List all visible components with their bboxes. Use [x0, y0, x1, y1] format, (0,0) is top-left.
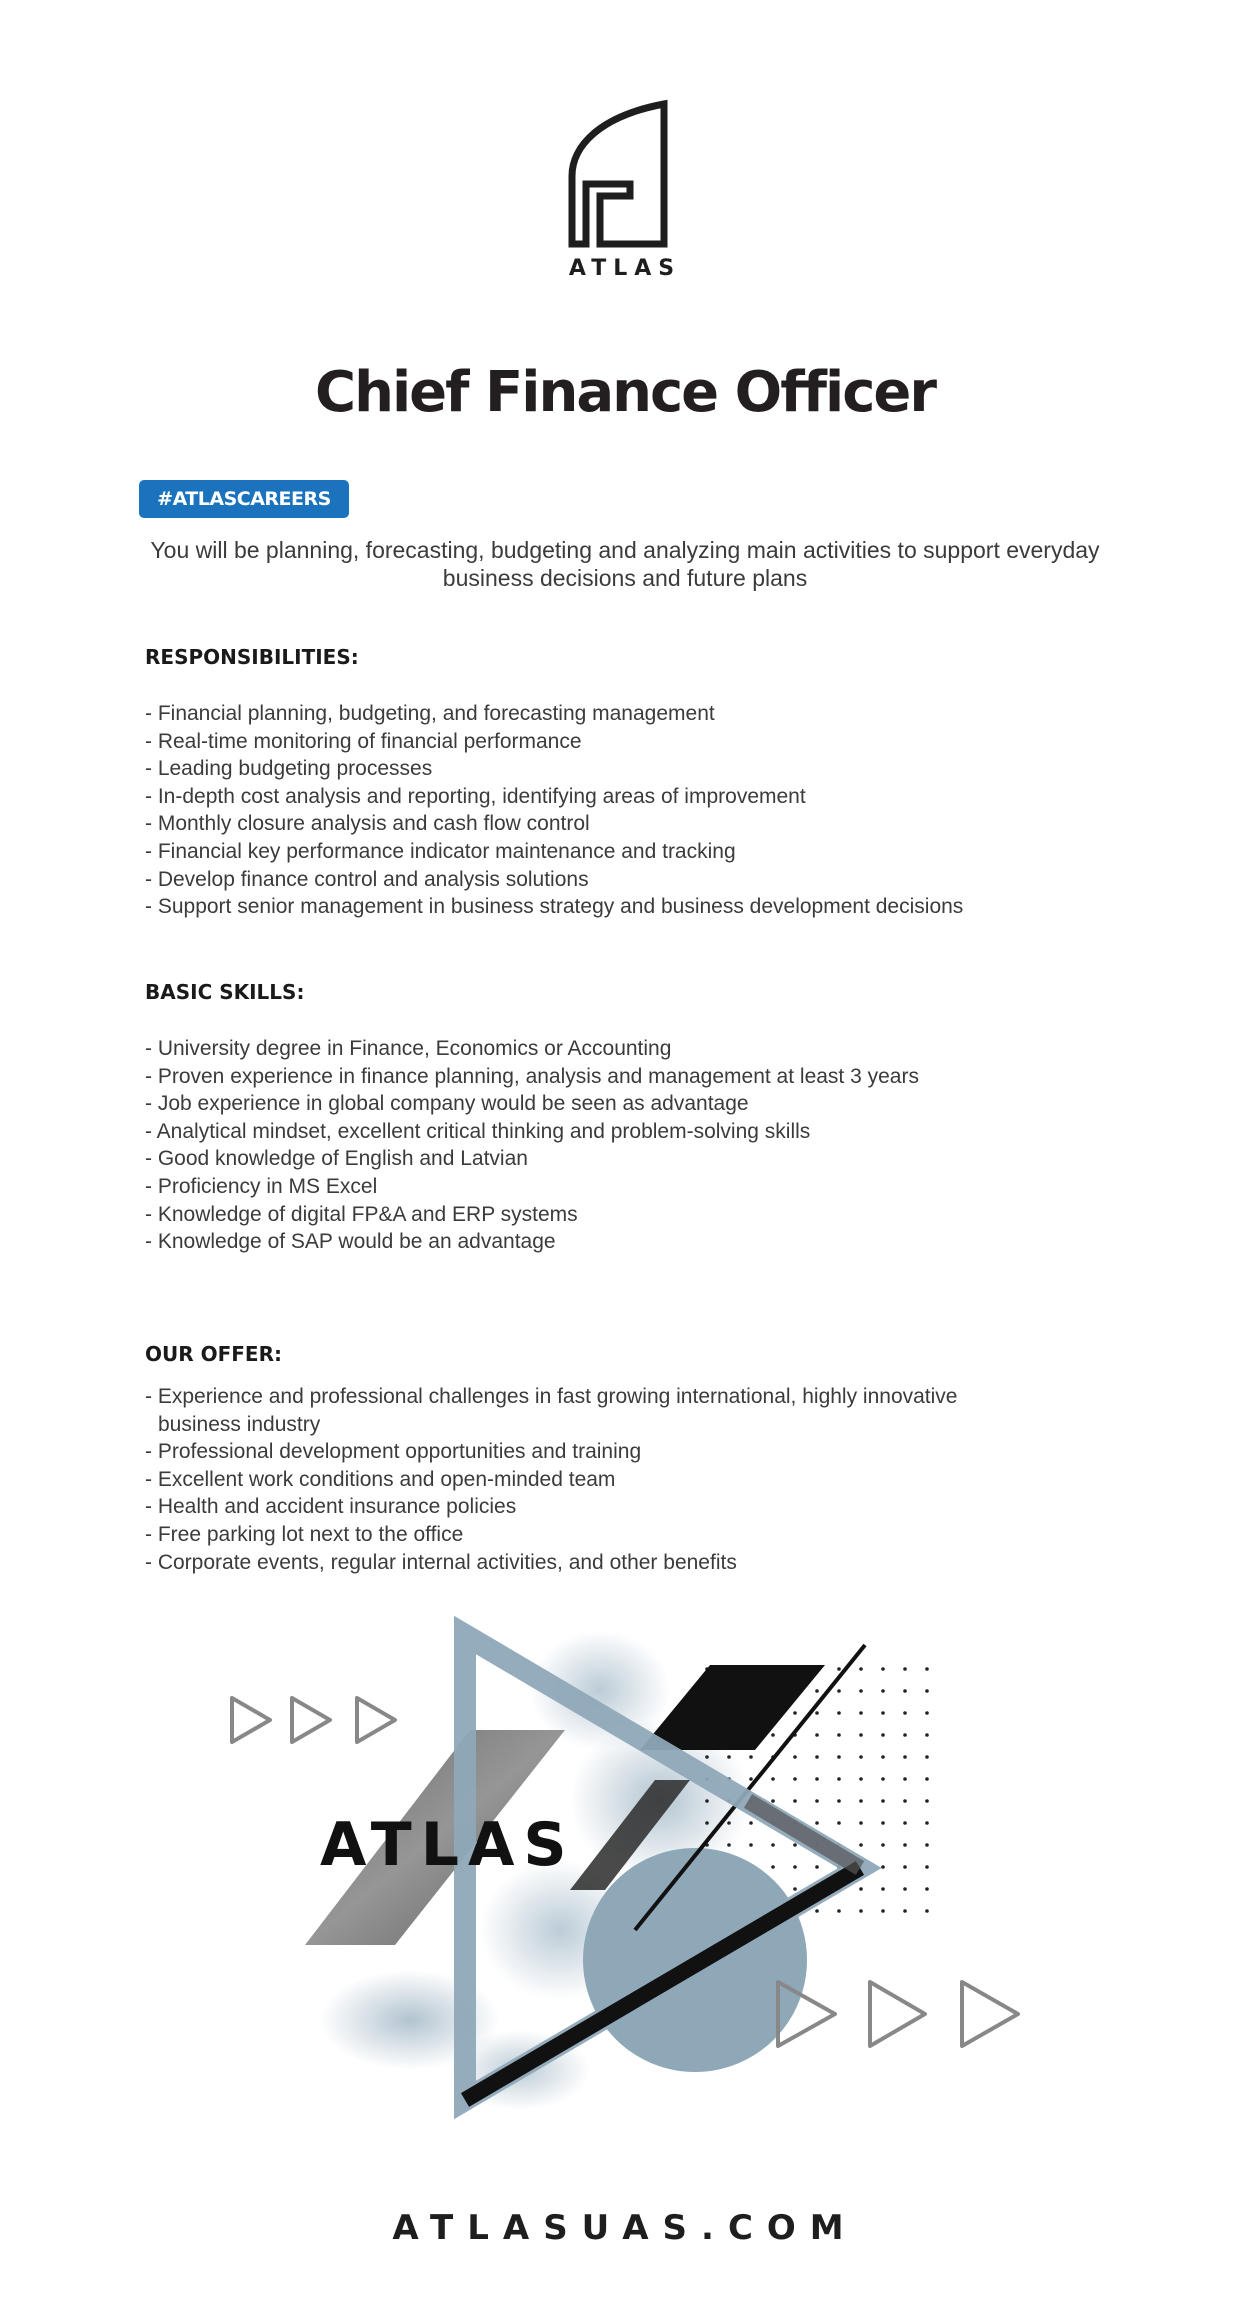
list-item: - Health and accident insurance policies — [145, 1495, 517, 1519]
list-item: - Financial key performance indicator maintenance and tracking — [145, 839, 736, 863]
list-item: - Professional development opportunities and training — [145, 1440, 642, 1464]
atlas-sail-logo-icon — [560, 96, 690, 256]
list-item: - Proven experience in finance planning, analysis and management at least 3 years — [145, 1064, 919, 1088]
list-item: - Proficiency in MS Excel — [145, 1174, 378, 1198]
list-item: - Leading budgeting processes — [145, 757, 433, 781]
intro-text: You will be planning, forecasting, budgeting and analyzing main activities to support everyday business decisions and future plans — [150, 537, 1100, 591]
list-item: - Develop finance control and analysis solutions — [145, 867, 589, 891]
list-item: - Good knowledge of English and Latvian — [145, 1147, 528, 1171]
list-item: - Monthly closure analysis and cash flow control — [145, 812, 590, 836]
basic-skills-heading: BASIC SKILLS: — [145, 980, 305, 1004]
list-item: - Free parking lot next to the office — [145, 1522, 464, 1546]
responsibilities-list — [145, 700, 1045, 921]
logo-wordmark: ATLAS — [568, 256, 682, 281]
website-url: ATLASUAS.COM — [392, 2208, 858, 2248]
page-title: Chief Finance Officer — [315, 360, 935, 425]
offer-heading: OUR OFFER: — [145, 1342, 282, 1366]
list-item: - Job experience in global company would be seen as advantage — [145, 1092, 749, 1116]
list-item: - Corporate events, regular internal activities, and other benefits — [145, 1550, 737, 1574]
list-item: - Knowledge of digital FP&A and ERP systems — [145, 1202, 578, 1226]
list-item: - Financial planning, budgeting, and forecasting management — [145, 702, 715, 725]
play-arrow-icon — [778, 1982, 1018, 2046]
decorative-artwork — [0, 1600, 1250, 2160]
list-item: - Experience and professional challenges in fast growing international, highly innovative business industry — [145, 1385, 958, 1436]
artwork-wordmark: ATLAS — [320, 1810, 576, 1880]
careers-hashtag-badge: #ATLASCAREERS — [139, 480, 349, 518]
list-item: - Excellent work conditions and open-minded team — [145, 1467, 616, 1491]
play-arrow-icon — [232, 1698, 395, 1742]
atlas-logo — [560, 96, 690, 286]
responsibilities-heading: RESPONSIBILITIES: — [145, 645, 359, 669]
list-item: - University degree in Finance, Economics or Accounting — [145, 1037, 672, 1060]
offer-list — [145, 1383, 1045, 1576]
basic-skills-list — [145, 1035, 1045, 1256]
list-item: - Support senior management in business strategy and business development decisions — [145, 895, 964, 919]
list-item: - Knowledge of SAP would be an advantage — [145, 1230, 556, 1254]
list-item: - Analytical mindset, excellent critical thinking and problem-solving skills — [145, 1119, 811, 1143]
list-item: - Real-time monitoring of financial performance — [145, 729, 582, 753]
list-item: - In-depth cost analysis and reporting, identifying areas of improvement — [145, 784, 806, 808]
